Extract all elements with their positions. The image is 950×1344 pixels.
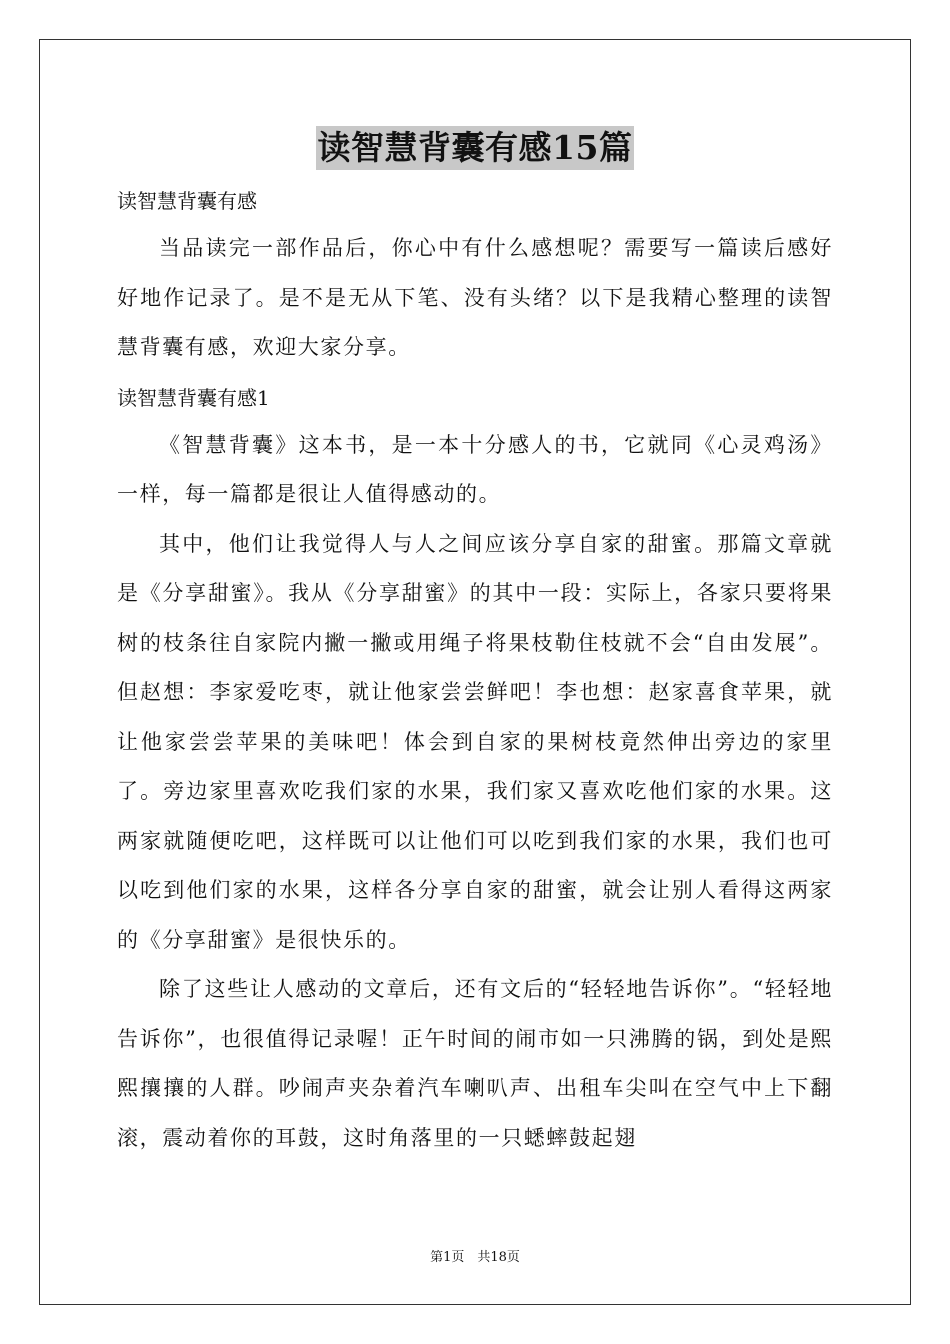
intro-paragraph: 当品读完一部作品后，你心中有什么感想呢？需要写一篇读后感好好地作记录了。是不是无从下笔、没有头绪？以下是我精心整理的读智慧背囊有感，欢迎大家分享。 — [117, 236, 833, 359]
body-paragraph-2: 其中，他们让我觉得人与人之间应该分享自家的甜蜜。那篇文章就是《分享甜蜜》。我从《分享甜蜜》的其中一段：实际上，各家只要将果树的枝条往自家院内撇一撇或用绳子将果枝勒住枝就不会“自由发展”。但赵想：李家爱吃枣，就让他家尝尝鲜吧！李也想：赵家喜食苹果，就让他家尝尝苹果的美味吧！体会到自家的果树枝竟然伸出旁边的家里了。旁边家里喜欢吃我们家的水果，我们家又喜欢吃他们家的水果。这两家就随便吃吧，这样既可以让他们可以吃到我们家的水果，我们也可以吃到他们家的水果，这样各分享自家的甜蜜，就会让别人看得这两家的《分享甜蜜》是很快乐的。 — [117, 531, 833, 952]
document-title: 读智慧背囊有感15篇 — [316, 126, 635, 170]
body-paragraph-1: 《智慧背囊》这本书，是一本十分感人的书，它就同《心灵鸡汤》一样，每一篇都是很让人值得感动的。 — [117, 432, 833, 506]
intro-heading: 读智慧背囊有感 — [117, 189, 257, 213]
section-heading: 读智慧背囊有感1 — [117, 385, 270, 410]
page-number: 第1页 共18页 — [430, 1250, 520, 1265]
title-container — [0, 126, 950, 170]
page-footer — [0, 1246, 950, 1265]
document-body — [117, 178, 833, 1163]
body-paragraph-3: 除了这些让人感动的文章后，还有文后的“轻轻地告诉你”。“轻轻地告诉你”，也很值得记录喔！正午时间的闹市如一只沸腾的锅，到处是熙熙攘攘的人群。吵闹声夹杂着汽车喇叭声、出租车尖叫在空气中上下翻滚，震动着你的耳鼓，这时角落里的一只蟋蟀鼓起翅 — [117, 977, 833, 1150]
